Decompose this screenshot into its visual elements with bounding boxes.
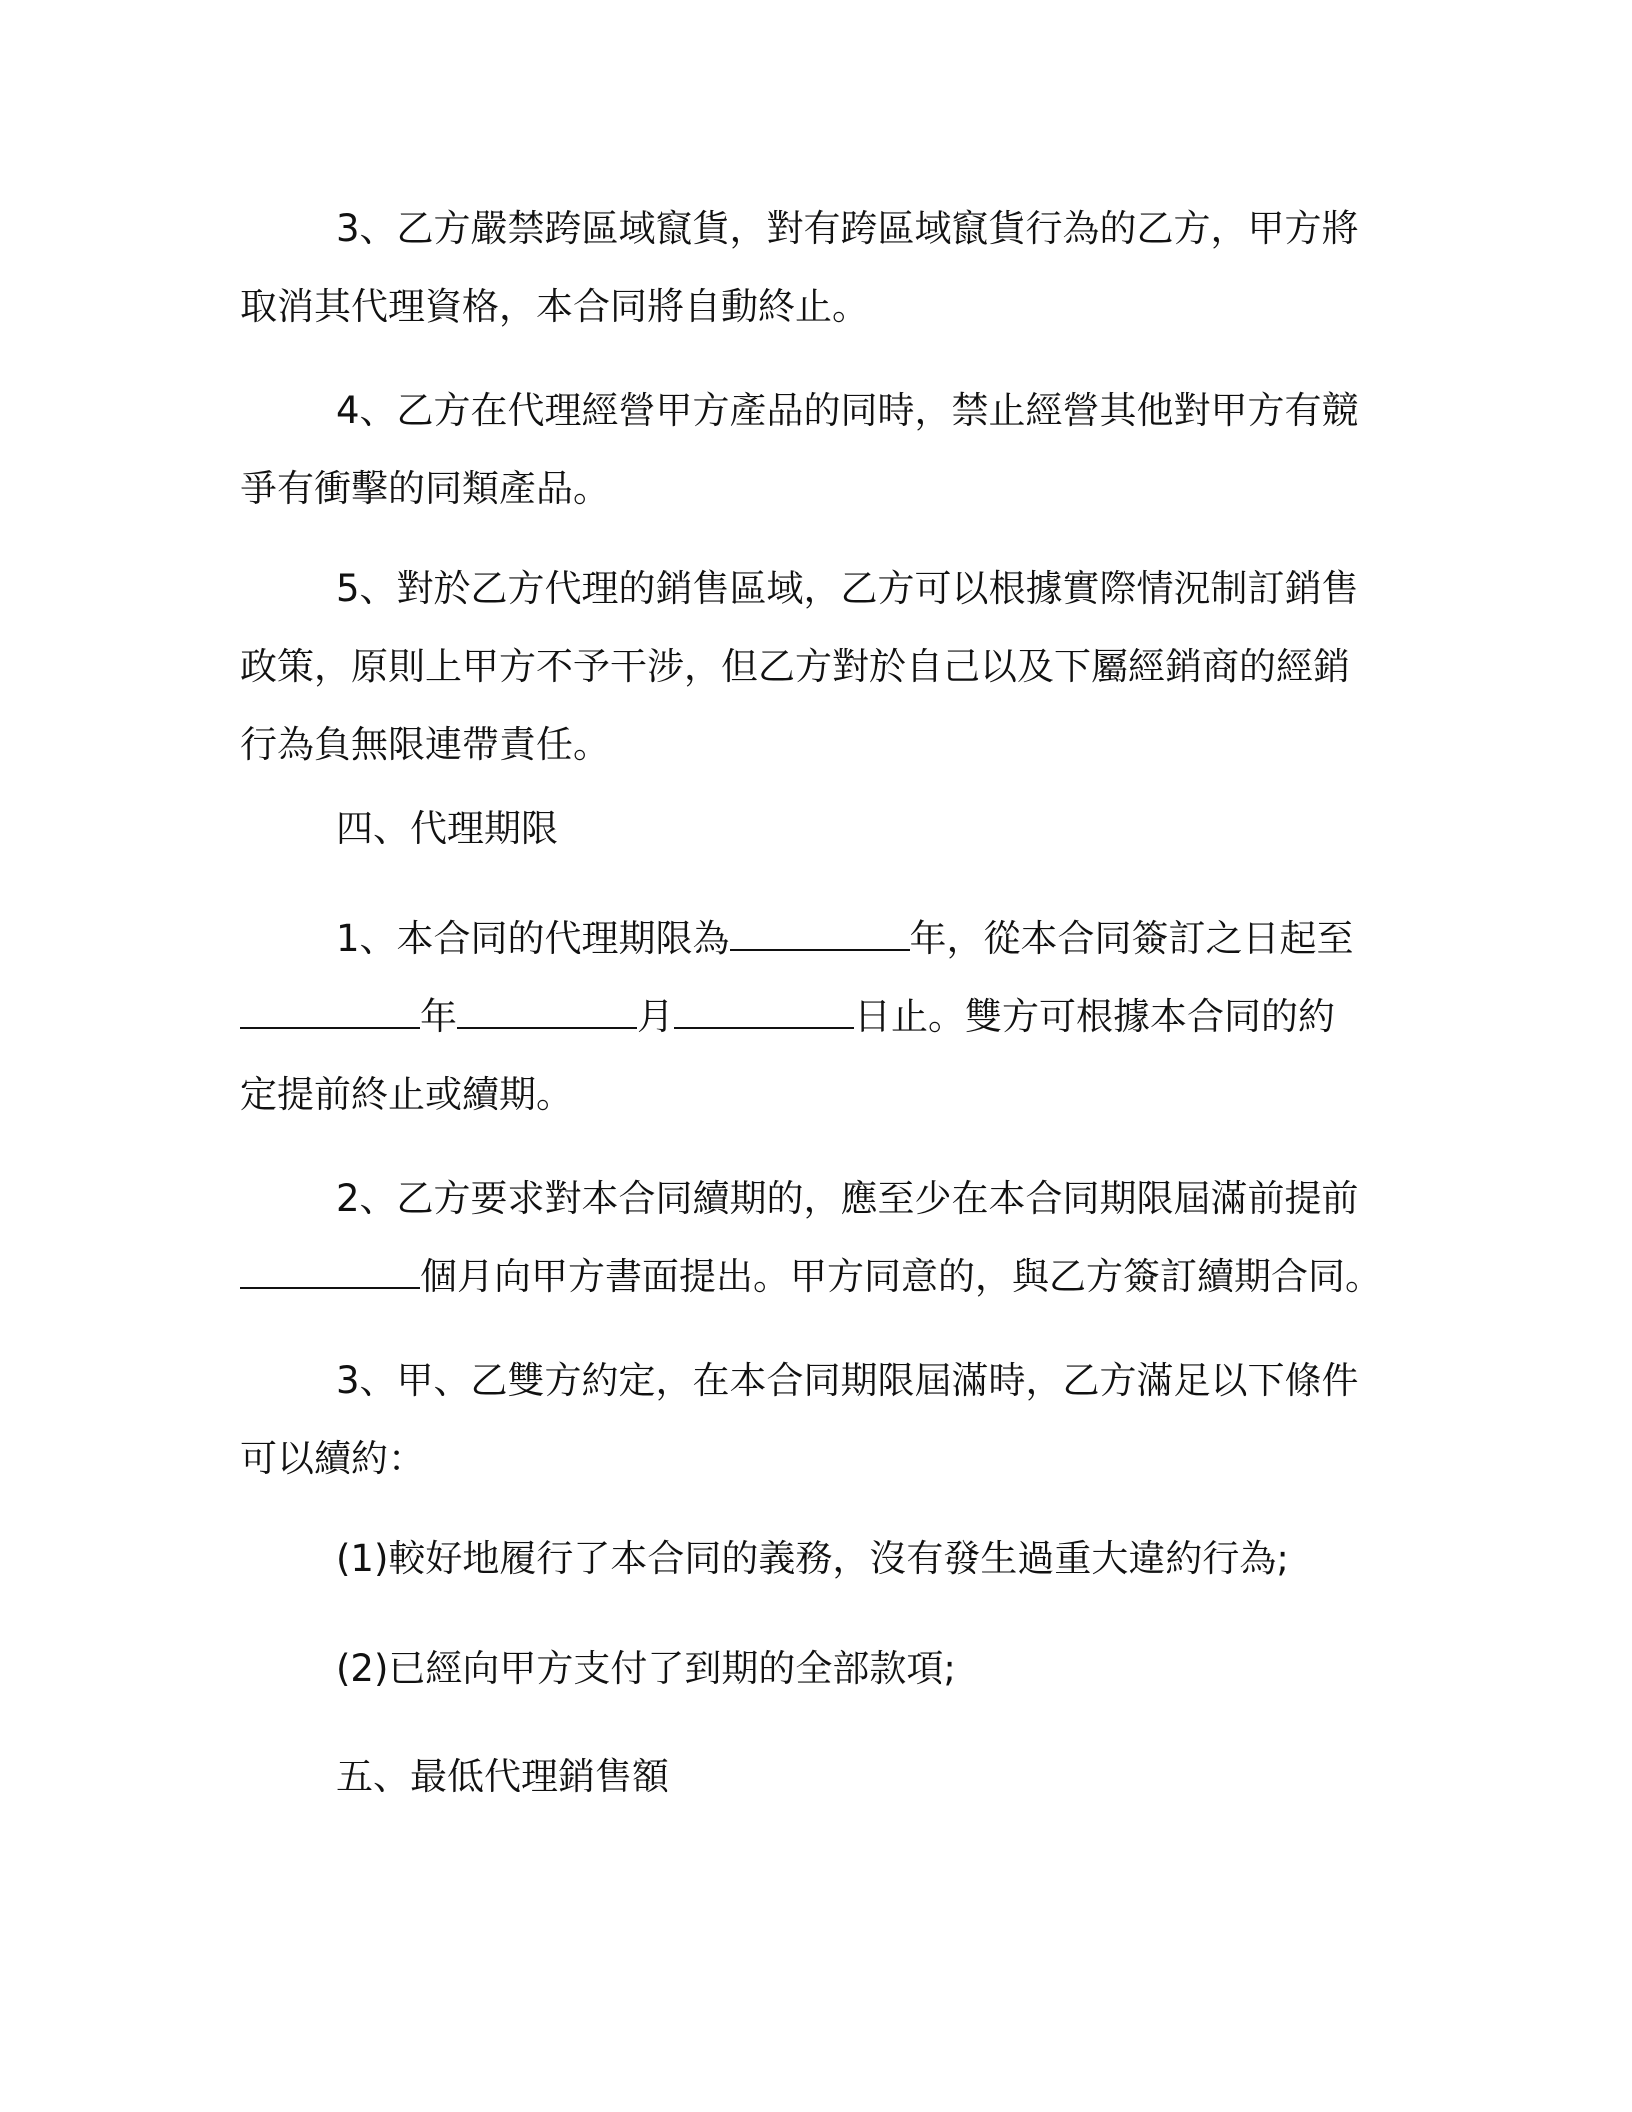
clause-5-sales-policy bbox=[240, 550, 1380, 784]
clause-3-cross-region bbox=[240, 190, 1380, 346]
text-line: 可以續約： bbox=[240, 1437, 425, 1480]
condition-item-2 bbox=[240, 1630, 1380, 1708]
text-line: (1)較好地履行了本合同的義務，沒有發生過重大違約行為; bbox=[336, 1537, 1289, 1580]
heading-text: 四、代理期限 bbox=[336, 807, 558, 850]
renewal-rest: 個月向甲方書面提出。甲方同意的，與乙方簽訂續期合同。 bbox=[420, 1255, 1382, 1298]
text-line: 2、乙方要求對本合同續期的，應至少在本合同期限屆滿前提前 bbox=[336, 1177, 1359, 1220]
renewal-clause-2 bbox=[240, 1160, 1380, 1316]
term-after-blank: 年，從本合同簽訂之日起至 bbox=[909, 917, 1354, 960]
months-blank bbox=[240, 1257, 420, 1289]
years-blank bbox=[730, 919, 910, 951]
term-clause-1 bbox=[240, 900, 1380, 1134]
text-line bbox=[240, 1238, 1380, 1316]
day-rest: 日止。雙方可根據本合同的約 bbox=[854, 995, 1335, 1038]
text-line: 3、甲、乙雙方約定，在本合同期限屆滿時，乙方滿足以下條件 bbox=[336, 1359, 1359, 1402]
text-line: 定提前終止或續期。 bbox=[240, 1073, 573, 1116]
end-month-blank bbox=[457, 997, 637, 1029]
text-line: (2)已經向甲方支付了到期的全部款項; bbox=[336, 1647, 956, 1690]
text-line: 爭有衝擊的同類產品。 bbox=[240, 467, 610, 510]
month-label: 月 bbox=[637, 995, 674, 1038]
clause-4-competition bbox=[240, 372, 1380, 528]
text-line: 4、乙方在代理經營甲方產品的同時，禁止經營其他對甲方有競 bbox=[336, 389, 1359, 432]
condition-item-1 bbox=[240, 1520, 1380, 1598]
text-line: 政策，原則上甲方不予干涉，但乙方對於自己以及下屬經銷商的經銷 bbox=[240, 645, 1350, 688]
renewal-conditions-clause-3 bbox=[240, 1342, 1380, 1498]
text-line bbox=[240, 978, 1380, 1056]
section-heading-agency-term bbox=[240, 790, 1380, 868]
end-year-blank bbox=[240, 997, 420, 1029]
text-line: 3、乙方嚴禁跨區域竄貨，對有跨區域竄貨行為的乙方，甲方將 bbox=[336, 207, 1359, 250]
section-heading-minimum-sales bbox=[240, 1738, 1380, 1816]
term-prefix: 1、本合同的代理期限為 bbox=[336, 917, 730, 960]
text-line: 5、對於乙方代理的銷售區域，乙方可以根據實際情況制訂銷售 bbox=[336, 567, 1359, 610]
text-line: 行為負無限連帶責任。 bbox=[240, 723, 610, 766]
heading-text: 五、最低代理銷售額 bbox=[336, 1755, 669, 1798]
text-line bbox=[240, 900, 1380, 978]
text-line: 取消其代理資格，本合同將自動終止。 bbox=[240, 285, 869, 328]
end-day-blank bbox=[674, 997, 854, 1029]
year-label: 年 bbox=[420, 995, 457, 1038]
